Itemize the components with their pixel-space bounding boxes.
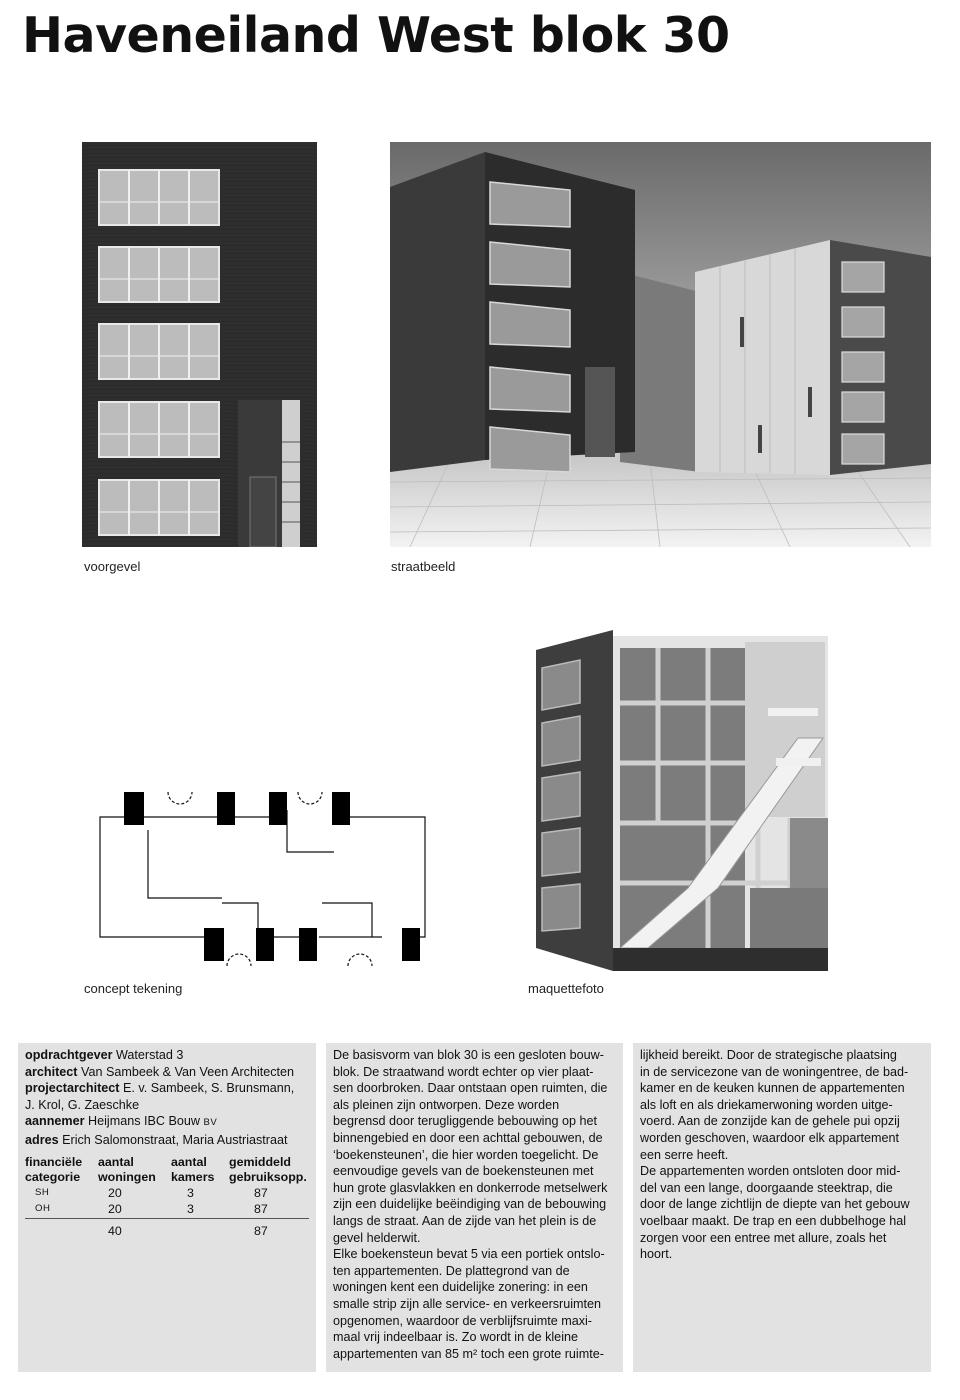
- table-total-row: 40 87: [108, 1223, 268, 1238]
- caption-voorgevel: voorgevel: [84, 559, 141, 574]
- text-line: gevel helderwit.: [333, 1230, 421, 1245]
- text-line: hoort.: [640, 1247, 673, 1262]
- text-line: zijn een duidelijke beëindiging van de bebouwing: [333, 1197, 607, 1212]
- credit-aannemer: aannemer Heijmans IBC Bouw BV: [25, 1114, 218, 1129]
- credits-panel: [18, 1043, 316, 1372]
- text-column-3: [633, 1043, 931, 1372]
- text-line: binnengebied en door een achttal gebouwen, de: [333, 1130, 603, 1145]
- text-line: De basisvorm van blok 30 is een gesloten bouw-: [333, 1048, 604, 1062]
- credit-projectarchitect-cont: J. Krol, G. Zaeschke: [25, 1097, 140, 1112]
- text-line: smalle strip zijn alle service- en verkeersruimten: [333, 1296, 602, 1311]
- table-row: SH 20 3 87: [35, 1185, 268, 1200]
- text-line: hun grote glasvlakken en donkerrode metselwerk: [333, 1180, 608, 1195]
- text-line: woningen kent een duidelijke zonering: in een: [333, 1280, 588, 1295]
- text-line: opgenomen, waardoor de verblijfsruimte maxi-: [333, 1313, 592, 1328]
- text-line: De appartementen worden ontsloten door mid-: [640, 1164, 901, 1179]
- text-line: door de lange zichtlijn de diepte van het gebouw: [640, 1197, 910, 1212]
- table-header-row: financiële categorie aantal woningen aantal kamers gemiddeld gebruiksopp.: [25, 1154, 307, 1184]
- text-line: sen doorbroken. Daar ontstaan open ruimten, die: [333, 1081, 608, 1096]
- text-column-2: [326, 1043, 623, 1372]
- text-line: ‘boekensteunen’, die hier worden toegelicht. De: [333, 1147, 599, 1162]
- text-line: worden geschoven, waardoor elk appartement: [640, 1130, 900, 1145]
- voorgevel-drawing: [82, 142, 317, 547]
- text-line: lijkheid bereikt. Door de strategische plaatsing: [640, 1048, 897, 1062]
- text-line: Elke boekensteun bevat 5 via een portiek ontslo-: [333, 1247, 605, 1262]
- credit-adres: adres Erich Salomonstraat, Maria Austriastraat: [25, 1132, 288, 1147]
- text-line: kamer en de keuken kunnen de appartementen: [640, 1081, 905, 1096]
- text-line: een serre heeft.: [640, 1147, 729, 1162]
- text-line: voelbaar maakt. De trap en een dubbelhoge hal: [640, 1213, 907, 1228]
- caption-maquette: maquettefoto: [528, 981, 604, 996]
- maquette-photo: [528, 628, 833, 973]
- text-line: blok. De straatwand wordt echter op vier plaat-: [333, 1064, 594, 1079]
- text-line: zorgen voor een entree met allure, zoals het: [640, 1230, 887, 1245]
- credit-architect: architect Van Sambeek & Van Veen Architecten: [25, 1064, 295, 1079]
- text-line: eenvoudige gevels van de boekensteunen met: [333, 1164, 594, 1179]
- text-line: in de servicezone van de woningentree, de bad-: [640, 1064, 909, 1079]
- text-line: als loft en als driekamerwoning worden uitge-: [640, 1097, 893, 1112]
- text-line: begrensd door terugliggende bebouwing op het: [333, 1114, 597, 1129]
- text-line: als pleinen zijn ontworpen. Deze worden: [333, 1097, 560, 1112]
- caption-concept: concept tekening: [84, 981, 183, 996]
- page-title: Haveneiland West blok 30: [22, 7, 730, 64]
- table-row: OH 20 3 87: [25, 1201, 309, 1218]
- text-line: ten appartementen. De plattegrond van de: [333, 1263, 570, 1278]
- caption-straatbeeld: straatbeeld: [391, 559, 456, 574]
- text-line: appartementen van 85 m² toch een grote ruimte-: [333, 1346, 604, 1361]
- text-line: voerd. Aan de zonzijde kan de gehele pui opzij: [640, 1114, 900, 1129]
- concept-drawing: [82, 780, 427, 980]
- text-line: langs de straat. Aan de zijde van het plein is de: [333, 1213, 597, 1228]
- straatbeeld-render: [390, 142, 931, 547]
- housing-table: [25, 1155, 309, 1240]
- text-line: del van een lange, doorgaande steektrap, die: [640, 1180, 893, 1195]
- credit-opdrachtgever: opdrachtgever Waterstad 3: [25, 1048, 184, 1062]
- credit-projectarchitect: projectarchitect E. v. Sambeek, S. Brunsmann,: [25, 1081, 295, 1096]
- text-line: maal vrij indeelbaar is. Zo wordt in de kleine: [333, 1330, 578, 1345]
